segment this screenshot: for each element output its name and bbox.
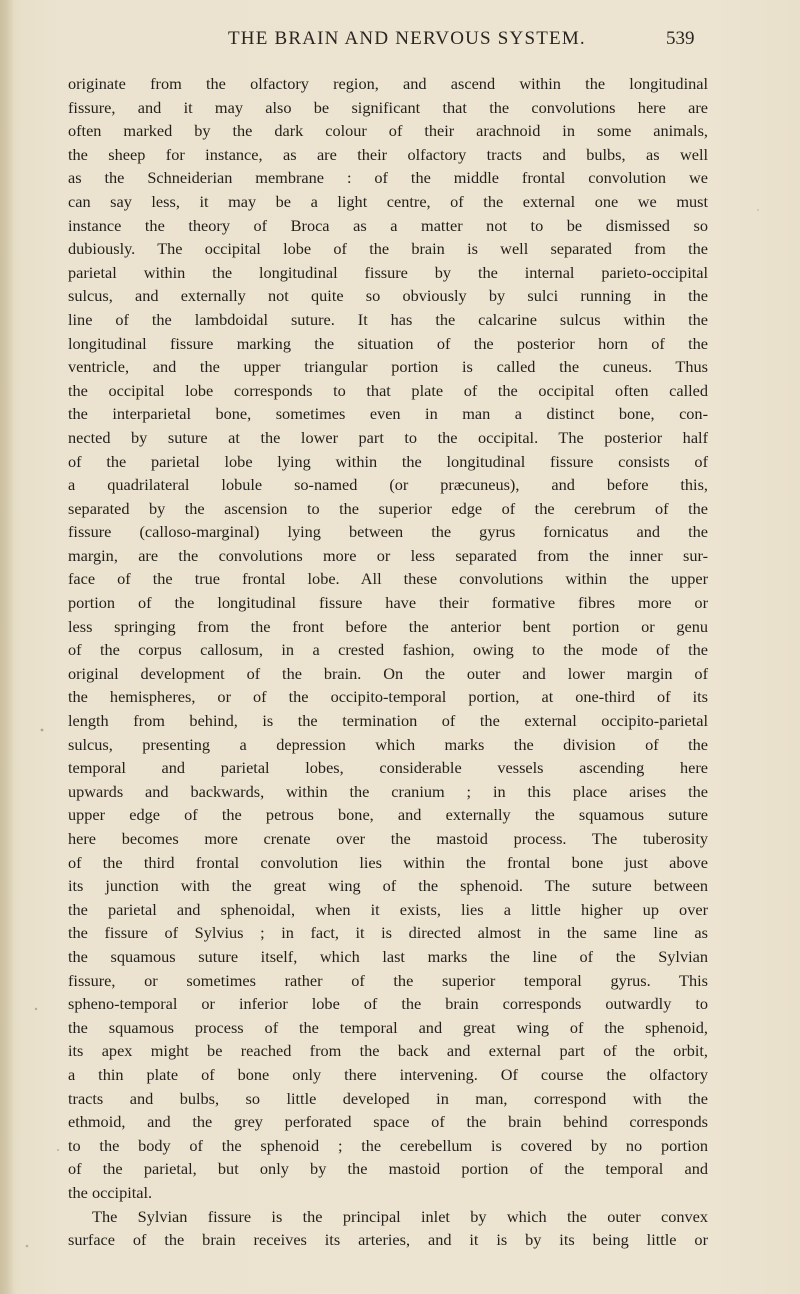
text-line: upwards and backwards, within the cranium ; in this place arises the [68,781,708,801]
text-line: margin, are the convolutions more or less separated from the inner sur- [68,545,708,565]
text-line: to the body of the sphenoid ; the cerebellum is covered by no portion [68,1135,708,1155]
text-line: the hemispheres, or of the occipito-temporal portion, at one-third of its [68,687,708,707]
text-line-paragraph-start: The Sylvian fissure is the principal inlet by which the outer convex [92,1206,708,1226]
text-line: portion of the longitudinal fissure have their formative fibres more or [68,593,708,613]
text-line: of the third frontal convolution lies within the frontal bone just above [68,852,708,872]
gutter-shadow [0,0,14,1294]
page-number: 539 [666,28,695,49]
text-line: of the parietal lobe lying within the longitudinal fissure consists of [68,451,708,471]
text-line: as the Schneiderian membrane : of the middle frontal convolution we [68,168,708,188]
text-line: sulcus, and externally not quite so obviously by sulci running in the [68,286,708,306]
text-line: the interparietal bone, sometimes even in man a distinct bone, con- [68,404,708,424]
text-line: separated by the ascension to the superior edge of the cerebrum of the [68,498,708,518]
text-line: the fissure of Sylvius ; in fact, it is directed almost in the same line as [68,923,708,943]
text-line: the parietal and sphenoidal, when it exists, lies a little higher up over [68,899,708,919]
text-line: originate from the olfactory region, and ascend within the longitudinal [68,74,708,93]
text-line: ethmoid, and the grey perforated space of the brain behind corresponds [68,1112,708,1132]
text-line: spheno-temporal or inferior lobe of the brain corresponds outwardly to [68,994,708,1014]
text-line: a quadrilateral lobule so-named (or præcuneus), and before this, [68,475,708,495]
text-line-paragraph-end: the occipital. [68,1182,153,1202]
text-line: line of the lambdoidal suture. It has the calcarine sulcus within the [68,309,708,329]
text-line: here becomes more crenate over the mastoid process. The tuberosity [68,829,708,848]
text-line: temporal and parietal lobes, considerable vessels ascending here [68,758,708,778]
text-line: upper edge of the petrous bone, and externally the squamous suture [68,805,708,825]
running-head [0,28,800,58]
running-title: THE BRAIN AND NERVOUS SYSTEM. [228,28,586,49]
text-line: dubiously. The occipital lobe of the brain is well separated from the [68,239,708,259]
text-line: fissure, or sometimes rather of the superior temporal gyrus. This [68,970,708,990]
text-line: nected by suture at the lower part to the occipital. The posterior half [68,427,708,447]
text-line: less springing from the front before the anterior bent portion or genu [68,616,708,636]
text-line: length from behind, is the termination of the external occipito-parietal [68,711,708,731]
text-line: ventricle, and the upper triangular portion is called the cuneus. Thus [68,357,708,377]
text-line: fissure, and it may also be significant that the convolutions here are [68,97,708,117]
body-text [68,72,708,1252]
text-line: original development of the brain. On the outer and lower margin of [68,663,708,683]
text-line: the sheep for instance, as are their olfactory tracts and bulbs, as well [68,144,708,164]
text-line: instance the theory of Broca as a matter not to be dismissed so [68,215,708,235]
text-line: often marked by the dark colour of their arachnoid in some animals, [68,121,708,141]
text-line: of the parietal, but only by the mastoid portion of the temporal and [68,1159,708,1179]
text-line: face of the true frontal lobe. All these convolutions within the upper [68,569,708,589]
text-line: its junction with the great wing of the sphenoid. The suture between [68,876,708,896]
text-line: can say less, it may be a light centre, of the external one we must [68,191,708,211]
text-line: sulcus, presenting a depression which marks the division of the [68,734,708,754]
text-line: the squamous suture itself, which last marks the line of the Sylvian [68,946,708,966]
text-line: the occipital lobe corresponds to that plate of the occipital often called [68,380,708,400]
text-line: the squamous process of the temporal and great wing of the sphenoid, [68,1017,708,1037]
text-line: fissure (calloso-marginal) lying between the gyrus fornicatus and the [68,522,708,542]
text-line: parietal within the longitudinal fissure by the internal parieto-occipital [68,262,708,282]
text-line: of the corpus callosum, in a crested fashion, owing to the mode of the [68,640,708,660]
text-line: tracts and bulbs, so little developed in man, correspond with the [68,1088,708,1108]
text-line: surface of the brain receives its arteries, and it is by its being little or [68,1230,708,1250]
text-line: its apex might be reached from the back and external part of the orbit, [68,1041,708,1061]
text-line: a thin plate of bone only there intervening. Of course the olfactory [68,1064,708,1084]
text-line: longitudinal fissure marking the situation of the posterior horn of the [68,333,708,353]
